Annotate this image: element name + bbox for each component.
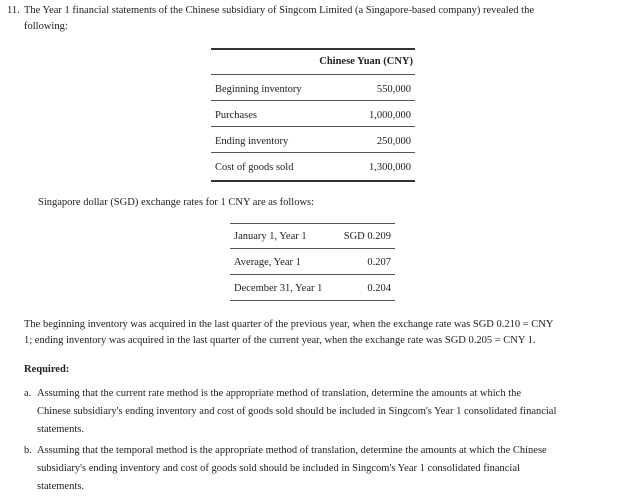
table1-row-label: Beginning inventory <box>215 84 302 95</box>
part-b-line2: subsidiary's ending inventory and cost of goods sold should be included in Singcom's Year 1 consolidated financial <box>37 463 520 474</box>
table2-row-rule <box>230 248 395 249</box>
question-number: 11. <box>7 5 20 16</box>
table1-row-label: Cost of goods sold <box>215 162 294 173</box>
table2-row-label: January 1, Year 1 <box>234 231 307 242</box>
table2-row-value: 0.207 <box>367 257 391 268</box>
table1-header-rule <box>211 74 415 75</box>
required-heading: Required: <box>24 364 70 375</box>
note-line2: 1; ending inventory was acquired in the last quarter of the current year, when the exchange rate was SGD 0.205 = CNY 1. <box>24 335 536 346</box>
table1-row-value: 1,000,000 <box>369 110 411 121</box>
table1-bottom-rule <box>211 180 415 182</box>
table2-row-value: 0.204 <box>367 283 391 294</box>
table1-row-rule <box>211 100 415 101</box>
part-b-line3: statements. <box>37 481 84 492</box>
table1-row-value: 550,000 <box>376 84 411 95</box>
table2-row-value: SGD 0.209 <box>343 231 391 242</box>
part-b-marker: b. <box>24 445 32 456</box>
part-a-line3: statements. <box>37 424 84 435</box>
question-intro-line1: The Year 1 financial statements of the Chinese subsidiary of Singcom Limited (a Singapore-based company) revealed the <box>24 5 534 16</box>
table1-header: Chinese Yuan (CNY) <box>319 56 413 67</box>
table1-row-label: Purchases <box>215 110 257 121</box>
part-a-marker: a. <box>24 388 32 399</box>
table1-row-value: 1,300,000 <box>369 162 411 173</box>
question-intro-line2: following: <box>24 21 68 32</box>
table2-row-rule <box>230 274 395 275</box>
table1-row-value: 250,000 <box>376 136 411 147</box>
table2-row-label: Average, Year 1 <box>234 257 301 268</box>
note-line1: The beginning inventory was acquired in the last quarter of the previous year, when the exchange rate was SGD 0.210 = CNY <box>24 319 554 330</box>
table1-top-rule <box>211 48 415 50</box>
rates-intro: Singapore dollar (SGD) exchange rates for 1 CNY are as follows: <box>38 197 315 208</box>
table1-row-rule <box>211 152 415 153</box>
table2-bottom-rule <box>230 300 395 301</box>
table2-row-label: December 31, Year 1 <box>234 283 323 294</box>
part-a-line1: Assuming that the current rate method is the appropriate method of translation, determine the amounts at which the <box>37 388 522 399</box>
table1-row-rule <box>211 126 415 127</box>
part-b-line1: Assuming that the temporal method is the appropriate method of translation, determine the amounts at which the Chinese <box>37 445 547 456</box>
part-a-line2: Chinese subsidiary's ending inventory and cost of goods sold should be included in Singcom's Year 1 consolidated financial <box>37 406 557 417</box>
table1-row-label: Ending inventory <box>215 136 289 147</box>
table2-top-rule <box>230 223 395 224</box>
